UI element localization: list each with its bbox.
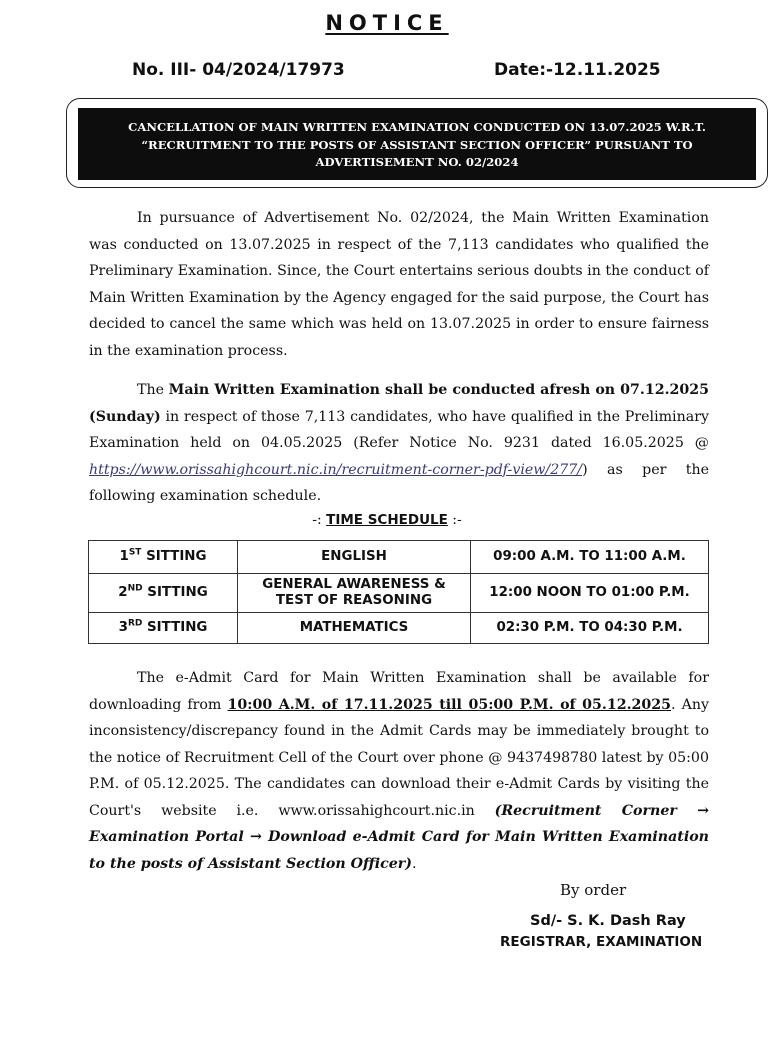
subject-line: ADVERTISEMENT NO. 02/2024 <box>315 155 519 169</box>
signatory-name: Sd/- S. K. Dash Ray <box>530 913 686 929</box>
table-row <box>89 541 709 574</box>
sitting-cell: 2ND SITTING <box>89 574 238 613</box>
portal-navigation-path: (Recruitment Corner → Examination Portal → Download e-Admit Card for Main Written Examination to the posts of Assistant Section Officer) <box>89 802 710 872</box>
sitting-cell: 3RD SITTING <box>89 613 238 644</box>
download-window: 10:00 A.M. of 17.11.2025 till 05:00 P.M. of 05.12.2025 <box>227 696 672 713</box>
table-row <box>89 574 709 613</box>
paragraph-text: In pursuance of Advertisement No. 02/2024, the Main Written Examination was conducted on 13.07.2025 in respect of the 7,113 candidates who qualified the Preliminary Examination. Since, the Court entertains serious doubts in the conduct of Main Written Examination by the Agency engaged for the said purpose, the Court has decided to cancel the same which was held on 13.07.2025 in order to ensure fairness in the examination process. <box>89 210 709 359</box>
time-schedule-table <box>88 540 709 644</box>
subject-line: CANCELLATION OF MAIN WRITTEN EXAMINATION CONDUCTED ON 13.07.2025 W.R.T. <box>128 120 706 134</box>
subject-cell: GENERAL AWARENESS & TEST OF REASONING <box>238 574 471 613</box>
sitting-cell: 1ST SITTING <box>89 541 238 574</box>
notice-title: NOTICE <box>325 11 449 35</box>
subject-banner <box>78 108 756 180</box>
by-order-label: By order <box>560 881 627 899</box>
notice-number: No. III- 04/2024/17973 <box>132 60 345 80</box>
subject-cell: MATHEMATICS <box>238 613 471 644</box>
subject-cell: ENGLISH <box>238 541 471 574</box>
time-cell: 09:00 A.M. TO 11:00 A.M. <box>471 541 709 574</box>
paragraph-admit-card: The e-Admit Card for Main Written Examination shall be available for downloading from 10:00 A.M. of 17.11.2025 till 05:00 P.M. of 05.12.2025. Any inconsistency/discrepancy found in the Admit Cards may be immediately brought to the notice of Recruitment Cell of the Court over phone @ 9437498780 latest by 05:00 P.M. of 05.12.2025. The candidates can download their e-Admit Cards by visiting the Court's website i.e. www.orissahighcourt.nic.in (Recruitment Corner → Examination Portal → Download e-Admit Card for Main Written Examination to the posts of Assistant Section Officer). <box>89 670 710 872</box>
time-cell: 02:30 P.M. TO 04:30 P.M. <box>471 613 709 644</box>
signatory-designation: REGISTRAR, EXAMINATION <box>500 934 703 950</box>
time-cell: 12:00 NOON TO 01:00 P.M. <box>471 574 709 613</box>
subject-line: “RECRUITMENT TO THE POSTS OF ASSISTANT SECTION OFFICER” PURSUANT TO <box>141 137 693 152</box>
reexam-date-highlight: Main Written Examination shall be conducted afresh on 07.12.2025 (Sunday) <box>89 382 709 425</box>
paragraph-cancellation <box>89 205 709 364</box>
paragraph-reexam: The Main Written Examination shall be conducted afresh on 07.12.2025 (Sunday) in respect of those 7,113 candidates, who have qualified in the Preliminary Examination held on 04.05.2025 (Refer Notice No. 9231 dated 16.05.2025 @ https://www.orissahighcourt.nic.in/recruitment-corner-pdf-view/277/) as per the following examination schedule. <box>89 382 709 504</box>
notice-date: Date:-12.11.2025 <box>494 60 661 80</box>
table-row <box>89 613 709 644</box>
schedule-heading: -: TIME SCHEDULE :- <box>312 512 462 528</box>
reference-notice-link[interactable]: https://www.orissahighcourt.nic.in/recruitment-corner-pdf-view/277/ <box>89 461 583 478</box>
